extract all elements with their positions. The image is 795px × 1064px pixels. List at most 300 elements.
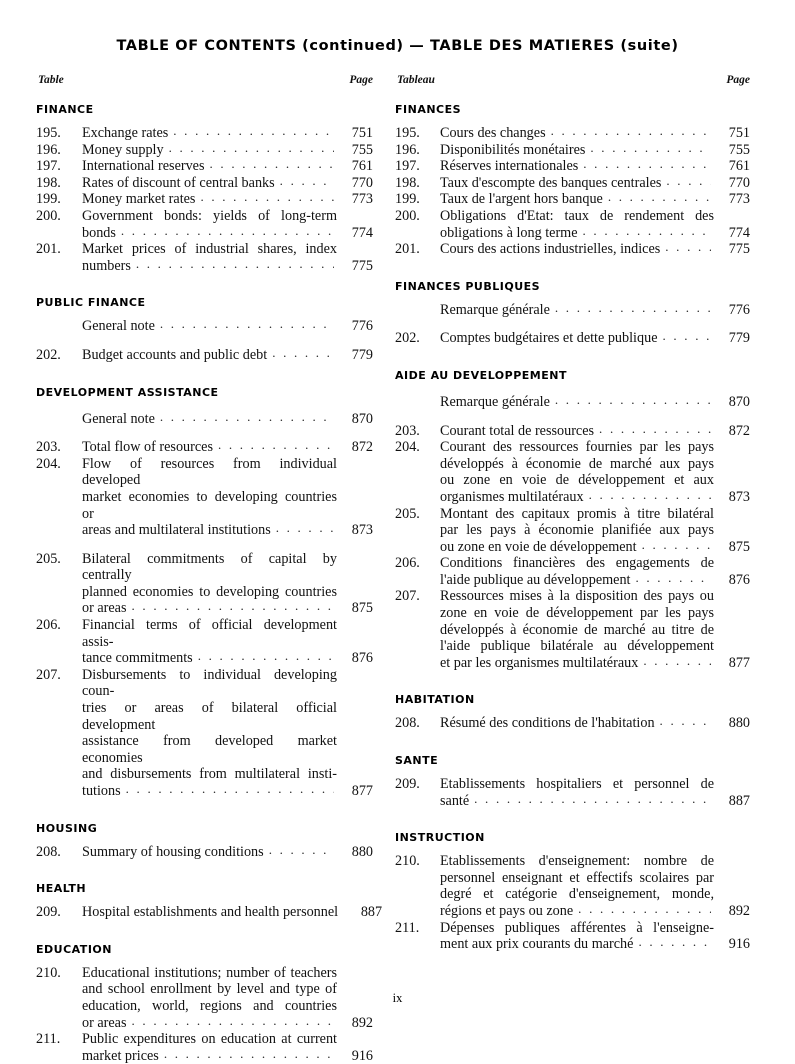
entry-number: 201. [395, 241, 420, 258]
entry-title-text: or areas [82, 1014, 127, 1031]
entry-title-text: market economies to developing countries or [82, 488, 337, 522]
entry-title-text: Etablissements hospitaliers et personnel de [440, 776, 714, 793]
entry-number: 198. [395, 174, 420, 191]
entry-title-text: Remarque générale [440, 393, 550, 410]
leader-dots [638, 934, 711, 951]
entry-title-text: l'aide publique bilatérale au développement [440, 638, 714, 655]
entry-page-number: 761 [351, 158, 373, 175]
entry-body [82, 191, 373, 208]
column-header-french [395, 74, 750, 86]
entry-number: 209. [395, 776, 420, 793]
leader-dots [660, 713, 711, 730]
section-heading: HOUSING [36, 821, 98, 835]
entry-line [82, 225, 373, 242]
entry-line [82, 439, 373, 456]
entry-title-text: Courant total de ressources [440, 422, 595, 439]
entry-title-text: or areas [82, 600, 127, 617]
entry-number: 201. [36, 241, 61, 258]
toc-entry[interactable] [36, 347, 373, 364]
entry-line [82, 1015, 373, 1032]
column-header-english [36, 74, 373, 86]
entry-line [440, 506, 750, 523]
leader-dots [551, 123, 711, 140]
leader-dots [198, 648, 334, 665]
entry-number: 196. [36, 141, 61, 158]
entry-line [82, 650, 373, 667]
entry-title-text: Résumé des conditions de l'habitation [440, 715, 655, 732]
entry-body [440, 330, 750, 347]
entry-line [82, 411, 373, 428]
entry-line [82, 318, 373, 335]
entry-title-text: développés à économie de marché au titre de [440, 621, 714, 638]
entry-line [82, 700, 373, 733]
entry-body [82, 318, 373, 335]
entry-body [82, 904, 383, 921]
toc-note-entry[interactable] [395, 394, 750, 411]
entry-title-text: Réserves internationales [440, 158, 579, 175]
sections-english [36, 103, 383, 1064]
section-heading: PUBLIC FINANCE [36, 296, 146, 310]
entry-number: 199. [395, 191, 420, 208]
entry-line [440, 439, 750, 456]
entry-body [440, 555, 750, 588]
entry-number: 200. [395, 207, 420, 224]
leader-dots [590, 140, 711, 157]
entry-number: 203. [36, 439, 61, 456]
entry-title-text: numbers [82, 257, 131, 274]
entry-number: 208. [36, 843, 61, 860]
entry-title-text: Money supply [82, 141, 164, 158]
folio-page-number: ix [392, 991, 403, 1005]
entry-line [440, 489, 750, 506]
leader-dots [272, 345, 334, 362]
entry-title-text: par les pays à économie planifiée aux pays [440, 522, 714, 539]
entry-body [82, 456, 373, 539]
leader-dots [269, 842, 334, 859]
entry-title-text: Disponibilités monétaires [440, 141, 586, 158]
entry-body [440, 423, 750, 440]
entry-title-text: Money market rates [82, 191, 196, 208]
entry-title-text: Ressources mises à la disposition des pays ou [440, 588, 714, 605]
entry-title-text: obligations à long terme [440, 224, 578, 241]
entry-number: 204. [395, 439, 420, 456]
entry-number: 207. [36, 666, 61, 683]
entry-number: 195. [36, 125, 61, 141]
entry-number: 207. [395, 588, 420, 605]
entry-body [440, 506, 750, 556]
toc-entry[interactable] [395, 853, 750, 919]
entry-number: 211. [36, 1031, 61, 1048]
entry-line [440, 191, 750, 208]
leader-dots [589, 487, 711, 504]
leader-dots [210, 156, 334, 173]
entry-page-number: 761 [728, 158, 750, 175]
toc-entry[interactable] [395, 208, 750, 241]
entry-title-text: Conditions financières des engagements de [440, 555, 714, 572]
entry-title-text: zone en voie de développement par les pays [440, 605, 714, 622]
entry-body [440, 853, 750, 919]
entry-title-text: Financial terms of official development assis- [82, 617, 337, 650]
entry-title-text: Disbursements to individual developing coun- [82, 666, 337, 700]
leader-dots [642, 537, 711, 554]
entry-line [440, 715, 750, 732]
entry-title-text: market prices [82, 1047, 159, 1064]
entry-body [82, 1031, 373, 1064]
entry-line [82, 347, 373, 364]
entry-page-number: 875 [728, 538, 750, 555]
entry-number: 206. [395, 555, 420, 572]
entry-page-number: 887 [360, 904, 383, 921]
entry-line [440, 655, 750, 672]
entry-line [82, 844, 373, 861]
entry-page-number: 773 [351, 191, 373, 208]
entry-title-text: and disbursements from multilateral insti- [82, 766, 337, 783]
entry-line [82, 600, 373, 617]
entry-body [440, 208, 750, 241]
entry-number: 196. [395, 141, 420, 158]
toc-entry[interactable] [36, 456, 373, 539]
entry-page-number: 770 [728, 174, 750, 191]
toc-entry[interactable] [36, 1031, 373, 1064]
entry-page-number: 916 [351, 1047, 373, 1064]
page-title: TABLE OF CONTENTS (continued) — TABLE DES MATIERES (suite) [116, 38, 679, 54]
page-column-label: Page [349, 74, 373, 86]
section-heading: FINANCE [36, 103, 94, 116]
entry-title-text: développés à économie de marché aux pays [440, 455, 714, 472]
leader-dots [169, 140, 334, 157]
leader-dots [132, 1013, 334, 1030]
entry-title-text: General note [82, 318, 155, 335]
entry-title-text: Public expenditures on education at current [82, 1031, 337, 1048]
entry-body [82, 241, 373, 274]
entry-line [82, 456, 373, 489]
entry-body [440, 439, 750, 505]
entry-title-text: ou zone en voie de développement et aux [440, 472, 714, 489]
entry-title-text: Educational institutions; number of teachers [82, 964, 337, 981]
entry-page-number: 870 [351, 410, 373, 427]
toc-entry[interactable] [36, 844, 373, 861]
entry-body [82, 844, 373, 861]
toc-entry[interactable] [36, 617, 373, 667]
leader-dots [132, 598, 334, 615]
entry-line [440, 330, 750, 347]
entry-title-text: Total flow of resources [82, 439, 213, 456]
entry-number: 211. [395, 919, 420, 936]
entry-page-number: 887 [728, 792, 750, 809]
leader-dots [474, 791, 711, 808]
entry-line [440, 539, 750, 556]
tableau-column-label: Tableau [397, 74, 435, 86]
entry-page-number: 775 [351, 257, 373, 274]
entry-page-number: 751 [728, 125, 750, 141]
entry-title-text: santé [440, 792, 470, 809]
toc-entry[interactable] [36, 191, 373, 208]
toc-entry[interactable] [36, 667, 373, 800]
entry-number: 210. [395, 853, 420, 870]
entry-page-number: 776 [728, 301, 750, 318]
entry-title-text: planned economies to developing countries [82, 583, 337, 600]
entry-number: 197. [395, 158, 420, 175]
entry-page-number: 870 [728, 393, 750, 410]
entry-line [82, 1048, 373, 1064]
entry-title-text: Taux d'escompte des banques centrales [440, 174, 662, 191]
entry-title-text: Taux de l'argent hors banque [440, 191, 603, 208]
toc-entry[interactable] [395, 423, 750, 440]
leader-dots [276, 520, 334, 537]
entry-line [440, 605, 750, 622]
toc-entry[interactable] [36, 551, 373, 617]
entry-number: 202. [36, 346, 61, 363]
section-heading: FINANCES PUBLIQUES [395, 279, 541, 293]
toc-entry[interactable] [395, 715, 750, 732]
entry-number: 197. [36, 158, 61, 175]
entry-title-text: Rates of discount of central banks [82, 174, 275, 191]
entry-number: 203. [395, 422, 420, 439]
entry-title-text: et par les organismes multilatéraux [440, 654, 639, 671]
toc-entry[interactable] [395, 776, 750, 809]
section-heading: AIDE AU DEVELOPPEMENT [395, 368, 567, 382]
leader-dots [160, 316, 334, 333]
entry-number: 199. [36, 191, 61, 208]
entry-line [82, 617, 373, 650]
entry-title-text: Market prices of industrial shares, index [82, 241, 337, 258]
entry-line [82, 904, 383, 921]
entry-page-number: 779 [351, 346, 373, 363]
entry-line [440, 241, 750, 258]
entry-title-text: Courant des ressources fournies par les pays [440, 439, 714, 456]
entry-line [440, 936, 750, 953]
entry-body [82, 617, 373, 667]
entry-number: 204. [36, 455, 61, 472]
two-column-body [0, 74, 795, 1064]
section-heading: DEVELOPMENT ASSISTANCE [36, 385, 219, 399]
entry-line [440, 793, 750, 810]
entry-page-number: 773 [728, 191, 750, 208]
leader-dots [173, 123, 334, 140]
entry-page-number: 876 [351, 650, 373, 667]
entry-number: 198. [36, 174, 61, 191]
leader-dots [218, 437, 334, 454]
entry-body [82, 208, 373, 241]
entry-page-number: 892 [351, 1014, 373, 1031]
toc-entry[interactable] [36, 904, 383, 921]
entry-line [82, 783, 373, 800]
entry-line [82, 667, 373, 700]
section-heading: HEALTH [36, 882, 87, 896]
entry-line [440, 456, 750, 473]
leader-dots [121, 223, 334, 240]
entry-line [440, 903, 750, 920]
entry-body [440, 191, 750, 208]
entry-page-number: 755 [351, 141, 373, 158]
entry-page-number: 776 [351, 318, 373, 335]
column-french [385, 74, 795, 953]
entry-number: 210. [36, 964, 61, 981]
entry-title-text: Cours des actions industrielles, indices [440, 241, 661, 258]
entry-line [82, 191, 373, 208]
entry-line [440, 572, 750, 589]
toc-entry[interactable] [395, 506, 750, 556]
leader-dots [663, 328, 712, 345]
entry-body [82, 551, 373, 617]
entry-page-number: 774 [351, 224, 373, 241]
entry-page-number: 872 [728, 422, 750, 439]
leader-dots [665, 239, 711, 256]
entry-page-number: 875 [351, 600, 373, 617]
toc-note-entry[interactable] [395, 302, 750, 319]
entry-line [82, 489, 373, 522]
entry-page-number: 755 [728, 141, 750, 158]
section-heading: HABITATION [395, 693, 475, 707]
sections-french [395, 103, 750, 953]
entry-number: 208. [395, 715, 420, 732]
leader-dots [578, 901, 711, 918]
entry-body [440, 920, 750, 953]
entry-body [82, 667, 373, 800]
entry-page-number: 880 [728, 715, 750, 732]
entry-title-text: Comptes budgétaires et dette publique [440, 330, 658, 347]
section-heading: EDUCATION [36, 942, 112, 956]
toc-entry[interactable] [395, 330, 750, 347]
entry-title-text: International reserves [82, 158, 205, 175]
entry-title-text: education, world, regions and countries [82, 997, 337, 1014]
entry-number: 205. [395, 505, 420, 522]
entry-title-text: personnel enseignant et effectifs scolaires par [440, 869, 714, 886]
entry-title-text: Flow of resources from individual developed [82, 455, 337, 489]
entry-body [440, 302, 750, 319]
entry-line [440, 622, 750, 639]
entry-number: 200. [36, 207, 61, 224]
entry-title-text: tries or areas of bilateral official development [82, 700, 337, 733]
entry-number: 206. [36, 617, 61, 634]
toc-entry[interactable] [395, 439, 750, 505]
entry-page-number: 873 [351, 522, 373, 539]
entry-title-text: Montant des capitaux promis à titre bilatéral [440, 505, 714, 522]
entry-title-text: bonds [82, 224, 116, 241]
entry-page-number: 872 [351, 439, 373, 456]
entry-title-text: ou zone en voie de développement [440, 538, 637, 555]
entry-page-number: 877 [351, 783, 373, 799]
entry-body [82, 411, 373, 428]
toc-entry[interactable] [395, 920, 750, 953]
entry-page-number: 892 [728, 903, 750, 919]
entry-line [440, 853, 750, 870]
leader-dots [200, 189, 334, 206]
entry-title-text: régions et pays ou zone [440, 903, 574, 919]
section-heading: SANTE [395, 754, 439, 768]
entry-line [82, 733, 373, 766]
entry-body [440, 776, 750, 809]
entry-title-text: degré et catégorie d'enseignement, monde, [440, 886, 714, 903]
toc-entry[interactable] [395, 241, 750, 258]
entry-title-text: assistance from developed market economies [82, 733, 337, 766]
entry-line [440, 394, 750, 411]
toc-entry[interactable] [36, 241, 373, 274]
entry-page-number: 876 [728, 571, 750, 588]
entry-line [440, 870, 750, 887]
entry-page-number: 916 [728, 936, 750, 953]
entry-line [82, 551, 373, 584]
leader-dots [136, 256, 334, 273]
leader-dots [280, 173, 334, 190]
leader-dots [583, 156, 711, 173]
leader-dots [555, 392, 711, 409]
entry-title-text: Cours des changes [440, 125, 546, 141]
column-english [0, 74, 385, 1064]
entry-line [82, 522, 373, 539]
entry-title-text: Budget accounts and public debt [82, 346, 268, 363]
entry-title-text: organismes multilatéraux [440, 488, 584, 505]
entry-page-number: 774 [728, 224, 750, 241]
entry-title-text: and school enrollment by level and type of [82, 981, 337, 998]
entry-page-number: 877 [728, 654, 750, 671]
section-heading: INSTRUCTION [395, 831, 485, 845]
entry-title-text: General note [82, 410, 155, 427]
entry-body [82, 439, 373, 456]
entry-title-text: l'aide publique au développement [440, 571, 631, 588]
entry-title-text: Government bonds: yields of long-term [82, 207, 337, 224]
entry-title-text: Obligations d'Etat: taux de rendement des [440, 207, 714, 224]
entry-page-number: 873 [728, 488, 750, 505]
entry-number: 202. [395, 330, 420, 347]
page-column-label: Page [726, 74, 750, 86]
entry-page-number: 779 [728, 330, 750, 347]
toc-entry[interactable] [36, 439, 373, 456]
entry-number: 205. [36, 550, 61, 567]
entry-line [440, 302, 750, 319]
table-column-label: Table [38, 74, 64, 86]
entry-page-number: 751 [351, 125, 373, 141]
section-heading: FINANCES [395, 103, 462, 116]
toc-entry[interactable] [36, 208, 373, 241]
entry-title-text: Summary of housing conditions [82, 843, 264, 860]
toc-entry[interactable] [395, 555, 750, 588]
entry-line [440, 423, 750, 440]
entry-body [440, 241, 750, 258]
entry-title-text: Exchange rates [82, 125, 169, 141]
entry-body [82, 347, 373, 364]
entry-title-text: ment aux prix courants du marché [440, 936, 634, 953]
entry-number: 209. [36, 904, 61, 921]
leader-dots [555, 300, 711, 317]
entry-title-text: Hospital establishments and health personnel [82, 904, 339, 921]
leader-dots [635, 570, 711, 587]
entry-title-text: tutions [82, 783, 121, 799]
entry-page-number: 880 [351, 843, 373, 860]
leader-dots [126, 781, 334, 798]
toc-note-entry[interactable] [36, 318, 373, 335]
entry-line [82, 965, 373, 982]
leader-dots [643, 653, 711, 670]
entry-title-text: Etablissements d'enseignement: nombre de [440, 853, 714, 870]
leader-dots [599, 421, 711, 438]
toc-entry[interactable] [395, 191, 750, 208]
toc-note-entry[interactable] [36, 411, 373, 428]
entry-title-text: Remarque générale [440, 301, 550, 318]
entry-body [440, 394, 750, 411]
entry-title-text: Dépenses publiques afférentes à l'enseigne- [440, 919, 714, 936]
entry-page-number: 775 [728, 241, 750, 258]
entry-title-text: Bilateral commitments of capital by centrally [82, 550, 337, 584]
toc-entry[interactable] [395, 588, 750, 671]
leader-dots [164, 1046, 334, 1063]
entry-number: 195. [395, 125, 420, 141]
entry-line [440, 588, 750, 605]
entry-title-text: tance commitments [82, 650, 193, 667]
entry-title-text: areas and multilateral institutions [82, 522, 271, 539]
leader-dots [608, 189, 711, 206]
leader-dots [583, 223, 711, 240]
